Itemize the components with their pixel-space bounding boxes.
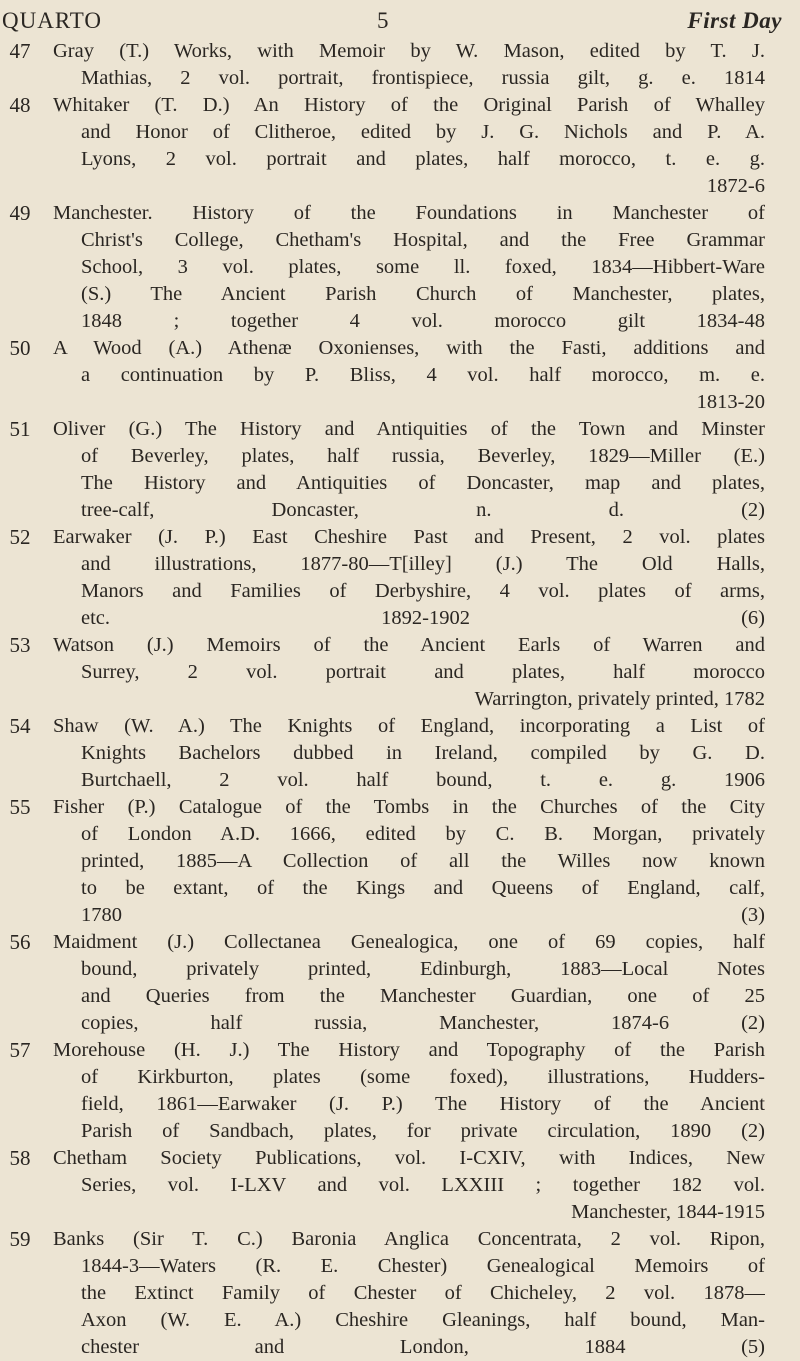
entry-line: Fisher (P.) Catalogue of the Tombs in the Churches of the City (53, 796, 765, 818)
lot-number: 53 (9, 633, 31, 657)
entry-line: Warrington, privately printed, 1782 (474, 688, 765, 710)
entry-line: copies, half russia, Manchester, 1874-6 (2) (81, 1012, 765, 1034)
entry-line: chester and London, 1884 (5) (81, 1336, 765, 1358)
lot-entry (0, 92, 800, 200)
entry-line: to be extant, of the Kings and Queens of England, calf, (81, 877, 765, 899)
lot-number: 49 (9, 201, 31, 225)
lot-number: 50 (9, 336, 31, 360)
lot-number: 59 (9, 1227, 31, 1251)
lot-entry (0, 38, 800, 92)
lot-number: 51 (9, 417, 31, 441)
entry-line: of London A.D. 1666, edited by C. B. Morgan, privately (81, 823, 765, 845)
entry-line: and illustrations, 1877-80—T[illey] (J.) The Old Halls, (81, 553, 765, 575)
lot-entry (0, 200, 800, 335)
entry-line: and Queries from the Manchester Guardian, one of 25 (81, 985, 765, 1007)
entry-line: Shaw (W. A.) The Knights of England, incorporating a List of (53, 715, 765, 737)
entry-line: Gray (T.) Works, with Memoir by W. Mason, edited by T. J. (53, 40, 765, 62)
entry-line: bound, privately printed, Edinburgh, 1883—Local Notes (81, 958, 765, 980)
day-title: First Day (687, 8, 782, 33)
entry-line: 1848 ; together 4 vol. morocco gilt 1834-48 (81, 310, 765, 332)
entry-line: Knights Bachelors dubbed in Ireland, compiled by G. D. (81, 742, 765, 764)
entry-line: field, 1861—Earwaker (J. P.) The History of the Ancient (81, 1093, 765, 1115)
entry-line: 1813-20 (696, 391, 765, 413)
entry-line: Chetham Society Publications, vol. I-CXIV, with Indices, New (53, 1147, 765, 1169)
lot-entry (0, 335, 800, 416)
entry-line: 1872-6 (706, 175, 765, 197)
entry-line: Watson (J.) Memoirs of the Ancient Earls of Warren and (53, 634, 765, 656)
lot-entry (0, 416, 800, 524)
entry-line: Lyons, 2 vol. portrait and plates, half morocco, t. e. g. (81, 148, 765, 170)
entry-line: Manors and Families of Derbyshire, 4 vol. plates of arms, (81, 580, 765, 602)
entry-line: 1780 (3) (81, 904, 765, 926)
entry-line: Oliver (G.) The History and Antiquities of the Town and Minster (53, 418, 765, 440)
lot-number: 47 (9, 39, 31, 63)
entry-line: the Extinct Family of Chester of Chicheley, 2 vol. 1878— (81, 1282, 765, 1304)
lot-entry (0, 794, 800, 929)
lot-entry (0, 632, 800, 713)
entry-line: A Wood (A.) Athenæ Oxonienses, with the Fasti, additions and (53, 337, 765, 359)
entry-line: Christ's College, Chetham's Hospital, and the Free Grammar (81, 229, 765, 251)
entry-line: a continuation by P. Bliss, 4 vol. half morocco, m. e. (81, 364, 765, 386)
entry-line: Burtchaell, 2 vol. half bound, t. e. g. 1906 (81, 769, 765, 791)
lot-entry (0, 1037, 800, 1145)
entry-line: of Beverley, plates, half russia, Beverley, 1829—Miller (E.) (81, 445, 765, 467)
lot-number: 54 (9, 714, 31, 738)
lot-entry (0, 1145, 800, 1226)
lot-entry (0, 1226, 800, 1361)
entry-line: Axon (W. E. A.) Cheshire Gleanings, half bound, Man- (81, 1309, 765, 1331)
page-number: 5 (377, 8, 389, 33)
entry-line: School, 3 vol. plates, some ll. foxed, 1834—Hibbert-Ware (81, 256, 765, 278)
running-head (0, 8, 800, 38)
lot-entry (0, 929, 800, 1037)
entry-line: Parish of Sandbach, plates, for private circulation, 1890 (2) (81, 1120, 765, 1142)
entry-line: Morehouse (H. J.) The History and Topography of the Parish (53, 1039, 765, 1061)
entry-line: 1844-3—Waters (R. E. Chester) Genealogical Memoirs of (81, 1255, 765, 1277)
entry-line: and Honor of Clitheroe, edited by J. G. Nichols and P. A. (81, 121, 765, 143)
entry-line: Earwaker (J. P.) East Cheshire Past and Present, 2 vol. plates (53, 526, 765, 548)
entry-line: printed, 1885—A Collection of all the Willes now known (81, 850, 765, 872)
entry-line: Mathias, 2 vol. portrait, frontispiece, russia gilt, g. e. 1814 (81, 67, 765, 89)
lot-number: 55 (9, 795, 31, 819)
lot-number: 57 (9, 1038, 31, 1062)
entry-line: The History and Antiquities of Doncaster, map and plates, (81, 472, 765, 494)
lot-number: 56 (9, 930, 31, 954)
entry-line: tree-calf, Doncaster, n. d. (2) (81, 499, 765, 521)
entry-line: Surrey, 2 vol. portrait and plates, half morocco (81, 661, 765, 683)
entry-line: (S.) The Ancient Parish Church of Manchester, plates, (81, 283, 765, 305)
lot-number: 58 (9, 1146, 31, 1170)
entry-line: Maidment (J.) Collectanea Genealogica, one of 69 copies, half (53, 931, 765, 953)
entry-line: Banks (Sir T. C.) Baronia Anglica Concentrata, 2 vol. Ripon, (53, 1228, 765, 1250)
entry-line: Series, vol. I-LXV and vol. LXXIII ; together 182 vol. (81, 1174, 765, 1196)
entry-line: of Kirkburton, plates (some foxed), illustrations, Hudders- (81, 1066, 765, 1088)
entry-line: etc. 1892-1902 (6) (81, 607, 765, 629)
lot-number: 52 (9, 525, 31, 549)
entry-line: Whitaker (T. D.) An History of the Original Parish of Whalley (53, 94, 765, 116)
section-title: QUARTO (2, 8, 103, 33)
entry-line: Manchester, 1844-1915 (571, 1201, 765, 1223)
entry-line: Manchester. History of the Foundations in Manchester of (53, 202, 765, 224)
lot-entry (0, 713, 800, 794)
lot-list (0, 38, 800, 1361)
lot-number: 48 (9, 93, 31, 117)
lot-entry (0, 524, 800, 632)
